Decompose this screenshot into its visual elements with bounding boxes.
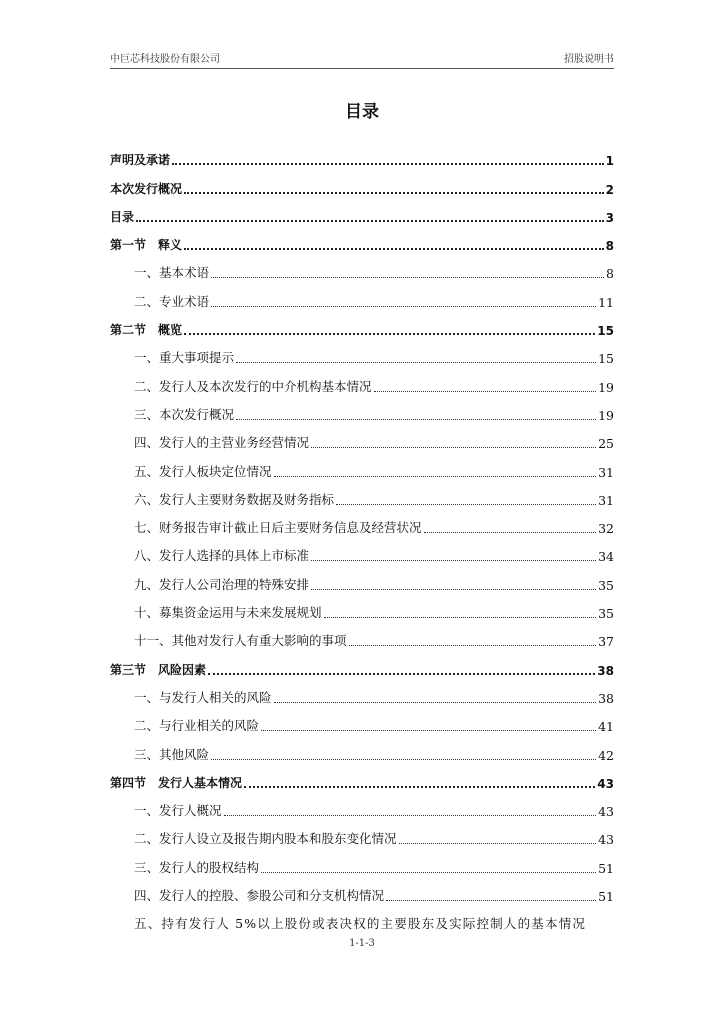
toc-section-entry[interactable] bbox=[110, 168, 614, 196]
toc-entry-page-number: 15 bbox=[598, 351, 614, 367]
toc-entry-label: 四、发行人的主营业务经营情况 bbox=[134, 435, 310, 451]
toc-entry-page-number: 1 bbox=[605, 154, 614, 169]
toc-subsection-entry[interactable] bbox=[110, 451, 614, 479]
toc-subsection-entry[interactable] bbox=[110, 366, 614, 394]
toc-entry-label: 二、与行业相关的风险 bbox=[134, 718, 260, 734]
toc-entry-label: 声明及承诺 bbox=[110, 153, 171, 168]
toc-entry-page-number: 32 bbox=[598, 521, 614, 537]
toc-dot-leader bbox=[311, 559, 596, 561]
toc-entry-label: 十一、其他对发行人有重大影响的事项 bbox=[134, 633, 347, 649]
toc-entry-page-number: 25 bbox=[598, 436, 614, 452]
toc-dot-leader bbox=[274, 475, 597, 477]
toc-subsection-entry[interactable] bbox=[110, 847, 614, 875]
toc-entry-page-number: 3 bbox=[605, 210, 614, 225]
toc-section-entry[interactable] bbox=[110, 140, 614, 168]
toc-entry-label: 十、募集资金运用与未来发展规划 bbox=[134, 605, 322, 621]
toc-entry-page-number: 43 bbox=[598, 804, 614, 820]
toc-entry-page-number: 19 bbox=[598, 379, 614, 395]
toc-entry-label: 三、其他风险 bbox=[134, 746, 210, 762]
toc-entry-label: 第二节 概览 bbox=[110, 323, 183, 338]
toc-dot-leader bbox=[424, 531, 597, 533]
toc-entry-page-number: 35 bbox=[598, 606, 614, 622]
page-title: 目录 bbox=[345, 102, 379, 122]
toc-dot-leader bbox=[311, 446, 596, 448]
toc-subsection-entry[interactable] bbox=[110, 564, 614, 592]
toc-dot-leader bbox=[211, 276, 604, 278]
toc-entry-page-number: 38 bbox=[597, 663, 614, 678]
toc-subsection-entry[interactable] bbox=[110, 706, 614, 734]
toc-dot-leader bbox=[374, 390, 597, 392]
toc-entry-page-number: 41 bbox=[598, 719, 614, 735]
toc-dot-leader bbox=[211, 305, 596, 307]
table-of-contents bbox=[110, 140, 614, 932]
toc-subsection-entry[interactable] bbox=[110, 819, 614, 847]
toc-subsection-entry[interactable] bbox=[110, 253, 614, 281]
toc-subsection-entry[interactable] bbox=[110, 423, 614, 451]
toc-entry-label: 八、发行人选择的具体上市标准 bbox=[134, 548, 310, 564]
toc-entry-page-number: 51 bbox=[598, 889, 614, 905]
toc-dot-leader bbox=[311, 588, 596, 590]
toc-entry-page-number: 38 bbox=[598, 690, 614, 706]
toc-entry-label: 第一节 释义 bbox=[110, 238, 183, 253]
toc-entry-label: 一、重大事项提示 bbox=[134, 350, 235, 366]
toc-dot-leader bbox=[336, 503, 596, 505]
toc-entry-label: 七、财务报告审计截止日后主要财务信息及经营状况 bbox=[134, 520, 422, 536]
toc-entry-page-number: 11 bbox=[598, 294, 614, 310]
toc-entry-page-number: 8 bbox=[605, 239, 614, 254]
toc-entry-label: 三、发行人的股权结构 bbox=[134, 859, 260, 875]
toc-subsection-entry[interactable] bbox=[110, 791, 614, 819]
toc-entry-page-number: 15 bbox=[597, 324, 614, 339]
toc-dot-leader bbox=[208, 672, 595, 675]
page-header bbox=[110, 52, 614, 69]
header-document-type: 招股说明书 bbox=[564, 54, 614, 65]
toc-section-entry[interactable] bbox=[110, 310, 614, 338]
toc-dot-leader bbox=[274, 701, 597, 703]
toc-entry-label: 九、发行人公司治理的特殊安排 bbox=[134, 576, 310, 592]
toc-subsection-entry[interactable] bbox=[110, 904, 614, 932]
toc-subsection-entry[interactable] bbox=[110, 480, 614, 508]
toc-dot-leader bbox=[324, 616, 597, 618]
toc-entry-label: 二、专业术语 bbox=[134, 293, 210, 309]
toc-dot-leader bbox=[184, 247, 604, 250]
toc-dot-leader bbox=[236, 418, 596, 420]
toc-section-entry[interactable] bbox=[110, 197, 614, 225]
toc-entry-label: 六、发行人主要财务数据及财务指标 bbox=[134, 491, 335, 507]
toc-dot-leader bbox=[136, 219, 604, 222]
toc-entry-page-number: 19 bbox=[598, 407, 614, 423]
toc-entry-page-number: 43 bbox=[597, 776, 614, 791]
header-company-name: 中巨芯科技股份有限公司 bbox=[110, 54, 220, 65]
toc-entry-label: 本次发行概况 bbox=[110, 181, 183, 196]
toc-dot-leader bbox=[386, 899, 596, 901]
toc-dot-leader bbox=[172, 162, 604, 165]
toc-entry-label: 第三节 风险因素 bbox=[110, 662, 207, 677]
toc-entry-page-number: 42 bbox=[598, 747, 614, 763]
toc-dot-leader bbox=[211, 758, 596, 760]
toc-entry-label: 一、基本术语 bbox=[134, 265, 210, 281]
toc-subsection-entry[interactable] bbox=[110, 536, 614, 564]
toc-entry-page-number: 8 bbox=[606, 266, 614, 282]
toc-section-entry[interactable] bbox=[110, 649, 614, 677]
toc-dot-leader bbox=[399, 842, 597, 844]
toc-entry-label: 二、发行人设立及报告期内股本和股东变化情况 bbox=[134, 831, 397, 847]
toc-section-entry[interactable] bbox=[110, 225, 614, 253]
toc-entry-page-number: 34 bbox=[598, 549, 614, 565]
toc-subsection-entry[interactable] bbox=[110, 338, 614, 366]
toc-entry-label: 五、持有发行人 5%以上股份或表决权的主要股东及实际控制人的基本情况 bbox=[134, 916, 587, 932]
toc-subsection-entry[interactable] bbox=[110, 621, 614, 649]
toc-subsection-entry[interactable] bbox=[110, 395, 614, 423]
toc-dot-leader bbox=[184, 332, 595, 335]
toc-entry-label: 三、本次发行概况 bbox=[134, 406, 235, 422]
toc-dot-leader bbox=[349, 644, 597, 646]
toc-entry-label: 目录 bbox=[110, 209, 135, 224]
toc-subsection-entry[interactable] bbox=[110, 678, 614, 706]
toc-dot-leader bbox=[184, 191, 604, 194]
toc-entry-page-number: 37 bbox=[598, 634, 614, 650]
toc-entry-label: 五、发行人板块定位情况 bbox=[134, 463, 272, 479]
toc-entry-label: 二、发行人及本次发行的中介机构基本情况 bbox=[134, 378, 372, 394]
toc-dot-leader bbox=[244, 785, 595, 788]
toc-entry-page-number: 43 bbox=[598, 832, 614, 848]
toc-subsection-entry[interactable] bbox=[110, 876, 614, 904]
toc-entry-page-number: 51 bbox=[598, 860, 614, 876]
toc-dot-leader bbox=[236, 361, 596, 363]
toc-dot-leader bbox=[261, 729, 596, 731]
toc-entry-label: 一、与发行人相关的风险 bbox=[134, 689, 272, 705]
toc-entry-page-number: 35 bbox=[598, 577, 614, 593]
toc-subsection-entry[interactable] bbox=[110, 593, 614, 621]
toc-entry-page-number: 31 bbox=[598, 464, 614, 480]
toc-entry-label: 第四节 发行人基本情况 bbox=[110, 775, 243, 790]
toc-entry-page-number: 2 bbox=[605, 182, 614, 197]
toc-entry-label: 四、发行人的控股、参股公司和分支机构情况 bbox=[134, 888, 385, 904]
toc-entry-page-number: 31 bbox=[598, 492, 614, 508]
toc-dot-leader bbox=[224, 814, 597, 816]
toc-subsection-entry[interactable] bbox=[110, 281, 614, 309]
page-number: 1-1-3 bbox=[349, 938, 375, 949]
toc-section-entry[interactable] bbox=[110, 763, 614, 791]
toc-subsection-entry[interactable] bbox=[110, 508, 614, 536]
toc-entry-label: 一、发行人概况 bbox=[134, 803, 222, 819]
toc-dot-leader bbox=[261, 871, 596, 873]
toc-subsection-entry[interactable] bbox=[110, 734, 614, 762]
